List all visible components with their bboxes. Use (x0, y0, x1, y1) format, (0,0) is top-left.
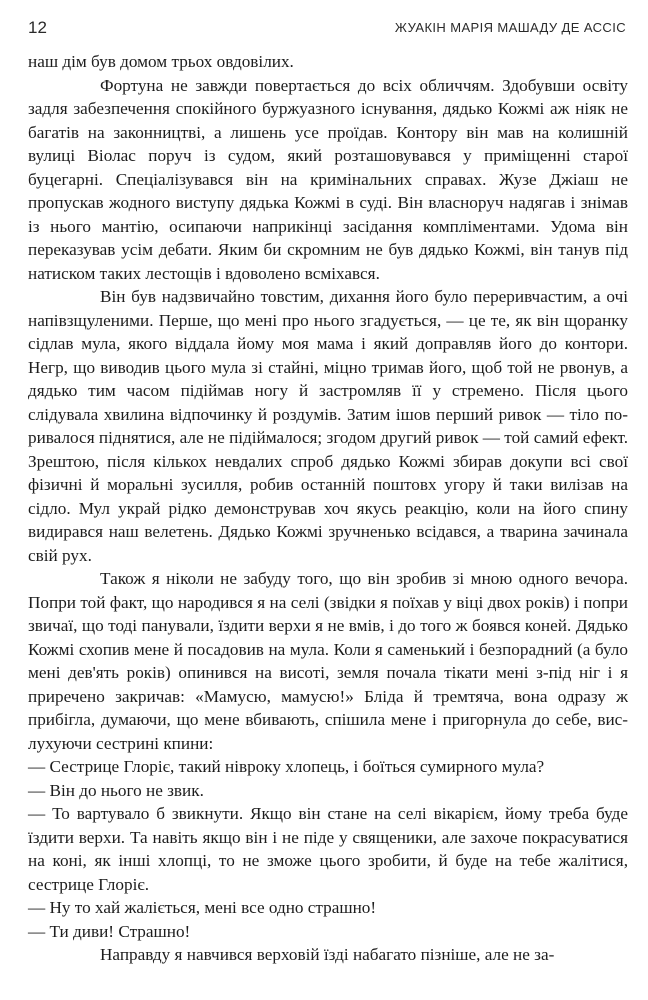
dialogue-line: — Він до нього не звик. (28, 780, 204, 800)
paragraph: Фортуна не завжди повертається до всіх обличчям. Здобувши освіту задля забезпечення спокійного буржуазного існування, дядько Кожмі аж ніяк не багатів на законництві, а лишень усе проїдав. Контору він мав на колишній вулиці Віолас поруч із судом, який розташовувався у приміщенні старої буцегарні. Спеціалізувався він на кримінальних справах. Жузе Джіаш не пропускав жодного виступу дядька Кожмі в суді. Він власноруч надягав і знімав із нього мантію, осипаючи наприкінці засідання компліментами. Удома він переказував усім дебати. Яким би скромним не був дядько Кожмі, він танув під натиском таких лестощів і вдоволено всміхався. (28, 75, 628, 283)
paragraph: Направду я навчився верховій їзді набагато пізніше, але не за- (100, 945, 555, 964)
dialogue-line: — То вартувало б звикнути. Якщо він стане на селі вікарієм, йому треба буде їздити верхи. Та навіть якщо він і не піде у священики, але захоче покрасуватися на коні, як інші хлопці, то не зможе цього зробити, й буде на тебе жалітися, сестрице Глоріє. (28, 804, 628, 894)
page-header (28, 18, 626, 42)
dialogue-line: — Ти диви! Страшно! (28, 921, 191, 941)
dialogue-line: — Сестрице Глоріє, такий нівроку хлопець, і боїться сумирного мула? (28, 757, 545, 776)
running-head: ЖУАКІН МАРІЯ МАШАДУ ДЕ АССІС (394, 20, 626, 35)
dialogue-line: — Ну то хай жаліється, мені все одно страшно! (28, 898, 377, 917)
paragraph-continuation: наш дім був домом трьох овдовілих. (28, 52, 294, 71)
paragraph: Також я ніколи не забуду того, що він зробив зі мною одного вечора. Попри той факт, що народився я на селі (звідки я поїхав у віці двох років) і попри звичаї, що тоді панували, їздити верхи я не вмів, і до того ж боявся коней. Дядько Кожмі схопив мене й посадовив на мула. Коли я саменький і безпорадний (а було мені дев'ять років) опинився на висоті, земля почала тікати мені з-під ніг і я приречено закричав: «Мамусю, мамусю!» Бліда й тремтяча, вона одразу ж прибігла, думаючи, що мене вбивають, спішила мене і пригорнула до себе, вислухуючи сестрині кпини: (28, 569, 628, 753)
page-number: 12 (28, 18, 47, 37)
paragraph: Він був надзвичайно товстим, дихання його було переривчастим, а очі напівзщуленими. Перше, що мені про нього згадується, — це те, як він щоранку сідлав мула, якого віддала йому моя мама і який доправляв його до контори. Негр, що виводив цього мула зі стайні, міцно тримав його, щоб той не рвонув, а дядько тим часом підіймав ногу й застромляв її у стремено. Після цього слідувала хвилина відпочинку й роздумів. Затим ішов перший ривок — тіло поривалося піднятися, але не підіймалося; згодом другий ривок — той самий ефект. Зрештою, після кількох невдалих спроб дядько Кожмі збирав докупи всі свої фізичні й моральні зусилля, робив останній поштовх угору й таки вилізав на сідло. Мул украй рідко демонстрував хоч якусь реакцію, коли на його спину видирався наш велетень. Дядько Кожмі зручненько всідався, а тварина зачинала свій рух. (28, 287, 628, 565)
body-text (28, 50, 628, 967)
